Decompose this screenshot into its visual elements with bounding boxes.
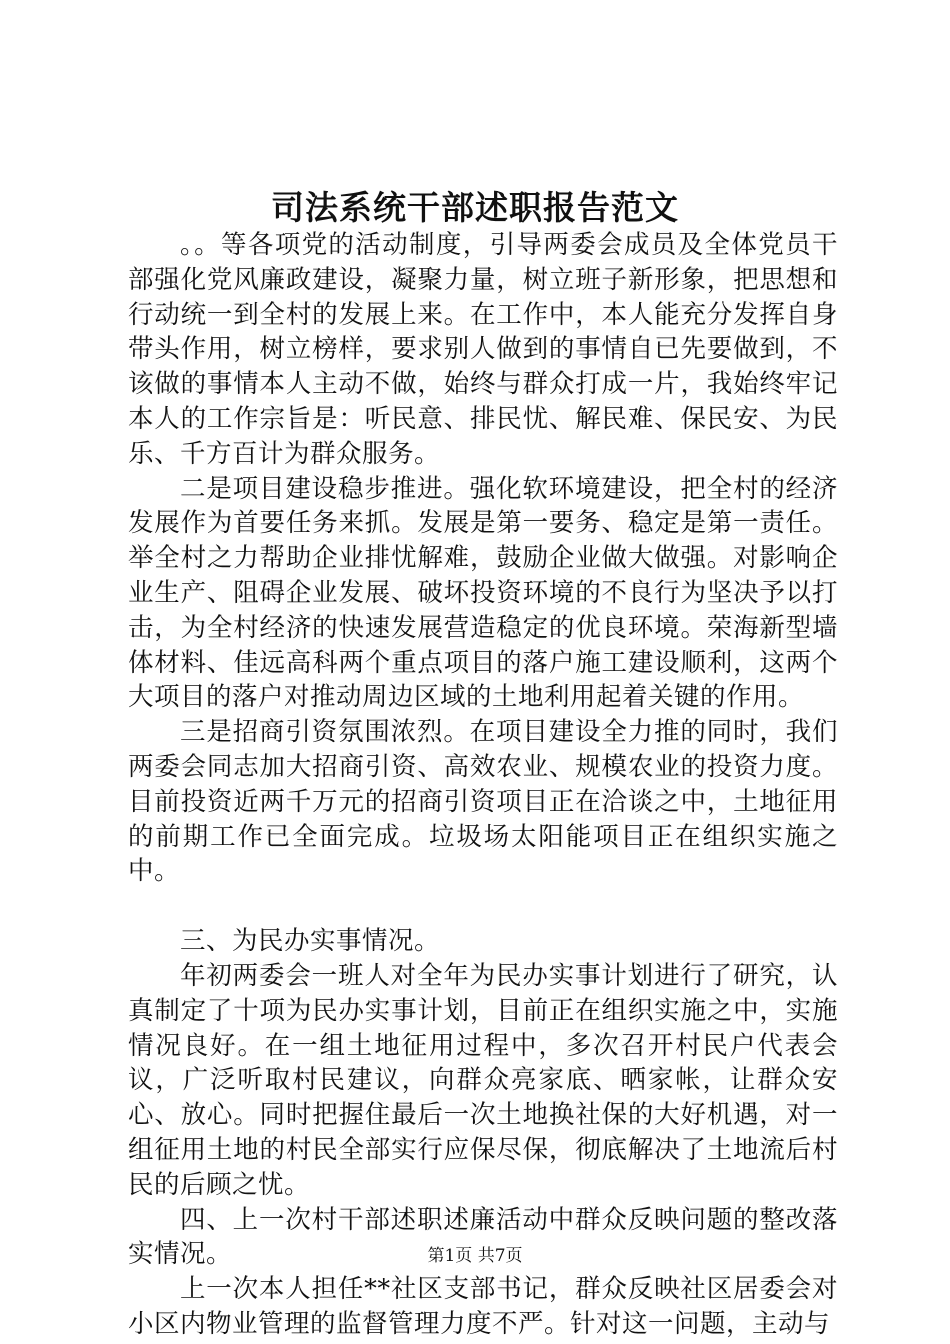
paragraph-rectification: 上一次本人担任**社区支部书记，群众反映社区居委会对小区内物业管理的监督管理力度不严。针对这一问题，主动与 (128, 1274, 838, 1339)
document-body (128, 228, 838, 1342)
paragraph-party-building: 。。等各项党的活动制度，引导两委会成员及全体党员干部强化党风廉政建设，凝聚力量，树立班子新形象，把思想和行动统一到全村的发展上来。在工作中，本人能充分发挥自身带头作用，树立榜样，要求别人做到的事情自已先要做到，不该做的事情本人主动不做，始终与群众打成一片，我始终牢记本人的工作宗旨是：听民意、排民忧、解民难、保民安、为民乐、千方百计为群众服务。 (128, 230, 838, 469)
document-title: 司法系统干部述职报告范文 (271, 188, 679, 227)
paragraph-investment-promotion: 三是招商引资氛围浓烈。在项目建设全力推的同时，我们两委会同志加大招商引资、高效农业、规模农业的投资力度。目前投资近两千万元的招商引资项目正在洽谈之中，土地征用的前期工作已全面完成。垃圾场太阳能项目正在组织实施之中。 (128, 717, 838, 887)
paragraph-practical-matters: 年初两委会一班人对全年为民办实事计划进行了研究，认真制定了十项为民办实事计划，目前正在组织实施之中，实施情况良好。在一组土地征用过程中，多次召开村民户代表会议，广泛听取村民建议，向群众亮家底、晒家帐，让群众安心、放心。同时把握住最后一次土地换社保的大好机遇，对一组征用土地的村民全部实行应保尽保，彻底解决了土地流后村民的后顾之忧。 (128, 960, 838, 1200)
paragraph-spacer (128, 889, 838, 924)
page-number-footer: 第1页 共7页 (427, 1246, 523, 1266)
section-heading-practical-matters: 三、为民办实事情况。 (180, 926, 441, 957)
paragraph-project-construction: 二是项目建设稳步推进。强化软环境建设，把全村的经济发展作为首要任务来抓。发展是第一要务、稳定是第一责任。举全村之力帮助企业排忧解难，鼓励企业做大做强。对影响企业生产、阻碍企业发展、破坏投资环境的不良行为坚决予以打击，为全村经济的快速发展营造稳定的优良环境。荣海新型墙体材料、佳远高科两个重点项目的落户施工建设顺利，这两个大项目的落户对推动周边区域的土地利用起着关键的作用。 (128, 473, 838, 713)
section-heading-rectification: 四、上一次村干部述职述廉活动中群众反映问题的整改落实情况。 (128, 1204, 838, 1270)
